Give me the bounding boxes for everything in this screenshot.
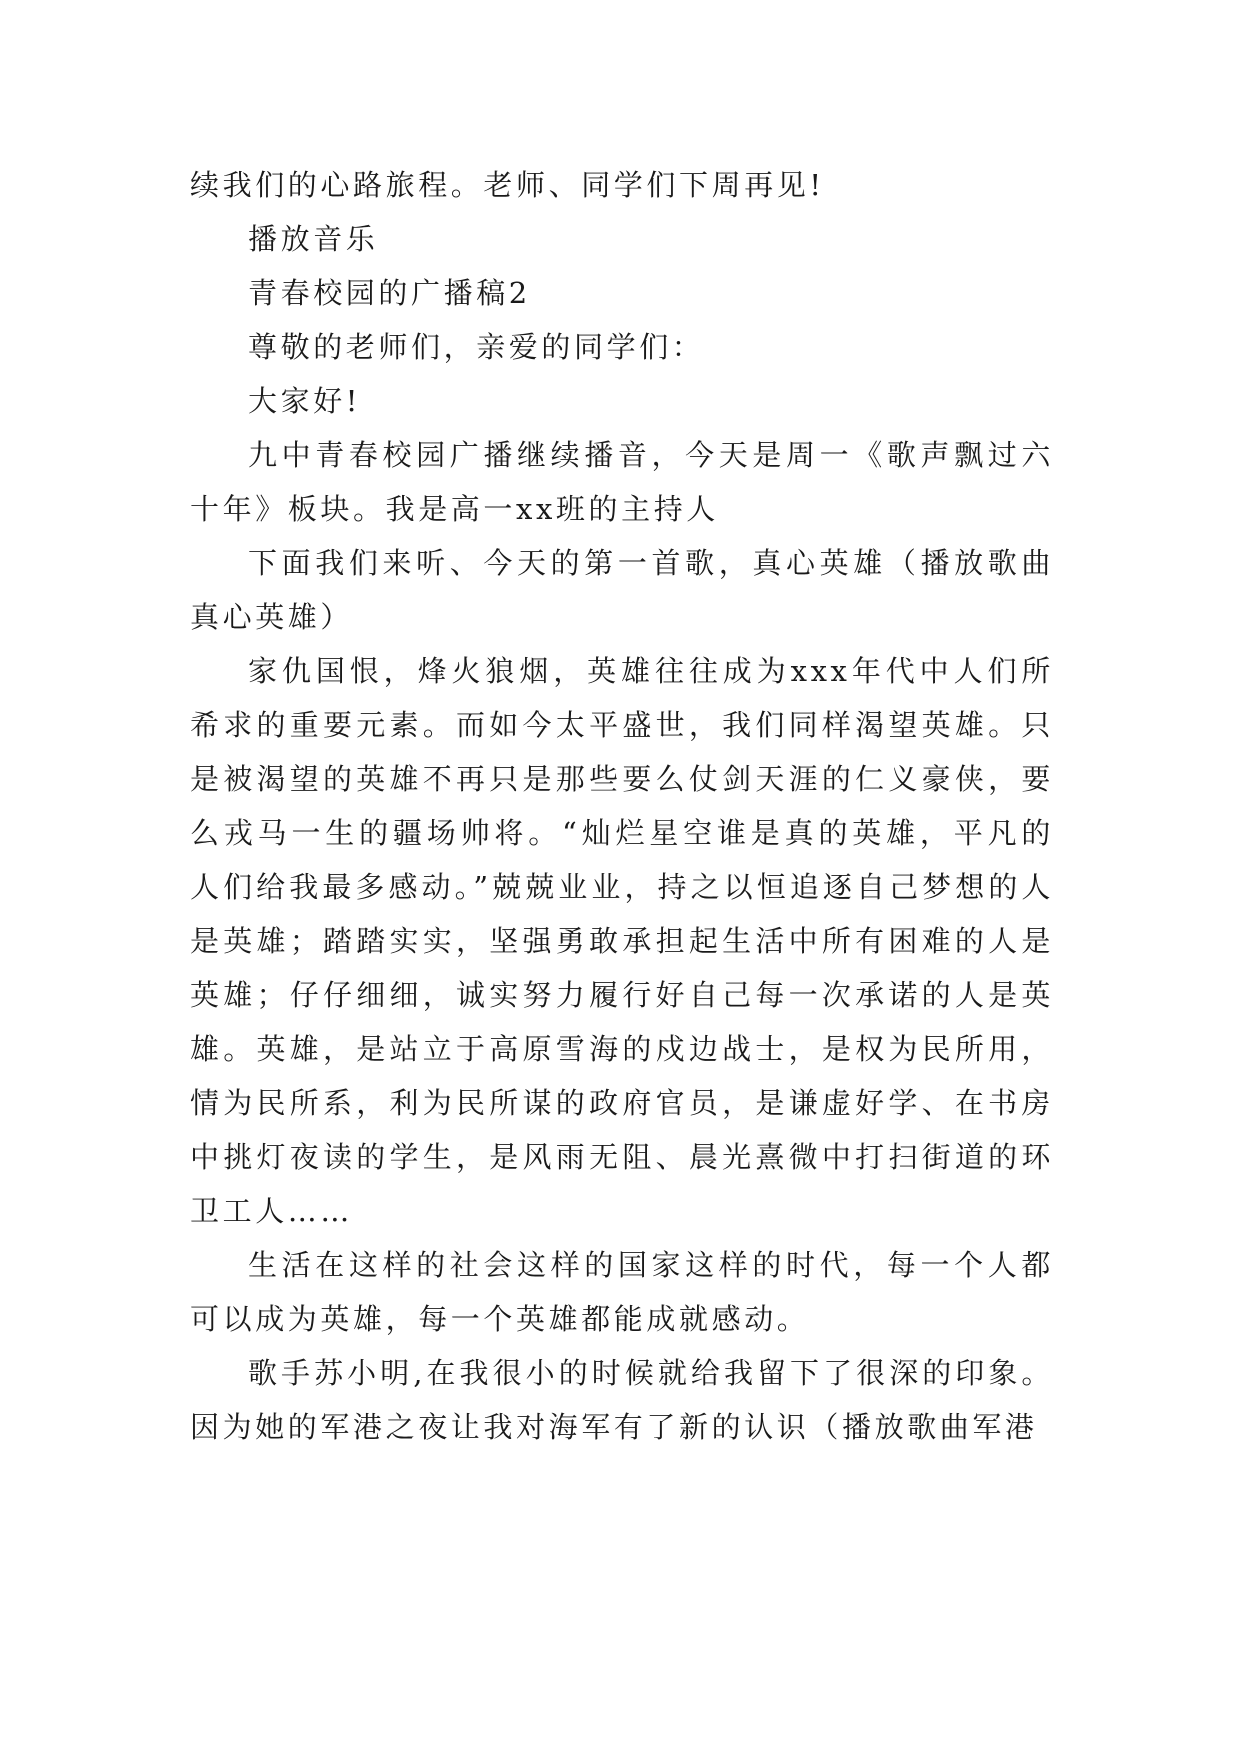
paragraph-play-music: 播放音乐: [248, 222, 379, 256]
paragraph-singer: 歌手苏小明,在我很小的时候就给我留下了很深的印象。因为她的军港之夜让我对海军有了新的认识（播放歌曲军港: [190, 1356, 1054, 1444]
section-title: 青春校园的广播稿2: [248, 276, 531, 310]
paragraph-everyone-hero: 生活在这样的社会这样的国家这样的时代，每一个人都可以成为英雄，每一个英雄都能成就感动。: [190, 1248, 1054, 1336]
paragraph-continued: 续我们的心路旅程。老师、同学们下周再见!: [190, 168, 825, 202]
greeting: 大家好!: [248, 384, 362, 418]
paragraph-heroes: 家仇国恨，烽火狼烟，英雄往往成为xxx年代中人们所希求的重要元素。而如今太平盛世，我们同样渴望英雄。只是被渴望的英雄不再只是那些要么仗剑天涯的仁义豪侠，要么戎马一生的疆场帅将。“灿烂星空谁是真的英雄，平凡的人们给我最多感动。”兢兢业业，持之以恒追逐自己梦想的人是英雄；踏踏实实，坚强勇敢承担起生活中所有困难的人是英雄；仔仔细细，诚实努力履行好自己每一次承诺的人是英雄。英雄，是站立于高原雪海的戍边战士，是权为民所用，情为民所系，利为民所谋的政府官员，是谦虚好学、在书房中挑灯夜读的学生，是风雨无阻、晨光熹微中打扫街道的环卫工人……: [190, 654, 1054, 1228]
document-body: [190, 158, 1054, 1454]
paragraph-intro: 九中青春校园广播继续播音，今天是周一《歌声飘过六十年》板块。我是高一xx班的主持人: [190, 438, 1054, 526]
paragraph-first-song: 下面我们来听、今天的第一首歌，真心英雄（播放歌曲真心英雄）: [190, 546, 1054, 634]
salutation: 尊敬的老师们，亲爱的同学们：: [248, 330, 705, 364]
